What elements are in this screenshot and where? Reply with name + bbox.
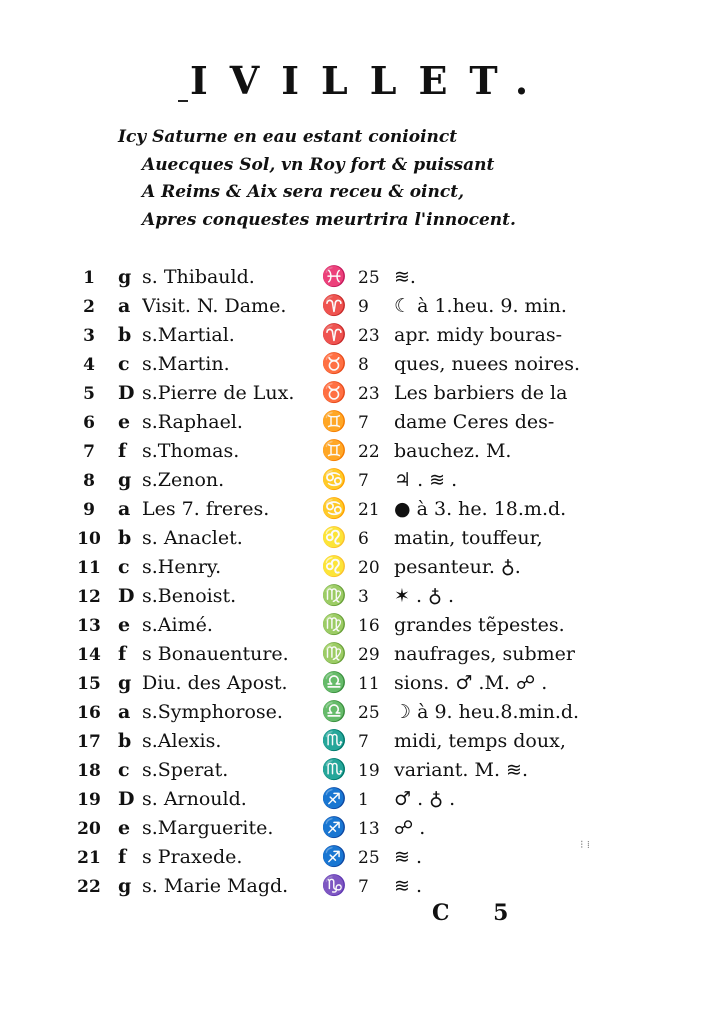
calendar-row bbox=[0, 291, 712, 320]
dominical-letter: a bbox=[118, 701, 131, 723]
sign-degree: 1 bbox=[358, 790, 369, 810]
weather-note: ✶ . ♁ . bbox=[394, 585, 455, 607]
zodiac-sign: ♌ bbox=[321, 525, 347, 549]
verse-line: A Reims & Aix sera receu & oinct, bbox=[142, 182, 464, 202]
saint-name: s.Symphorose. bbox=[142, 701, 283, 723]
day-number: 13 bbox=[77, 616, 101, 636]
dominical-letter: a bbox=[118, 295, 131, 317]
margin-mark: ⁝ ⁞ bbox=[579, 838, 590, 851]
saint-name: s.Marguerite. bbox=[142, 817, 274, 839]
weather-note: ♂ . ♁ . bbox=[394, 788, 456, 810]
day-number: 7 bbox=[83, 442, 95, 462]
day-number: 21 bbox=[77, 848, 101, 868]
saint-name: s. Thibauld. bbox=[142, 266, 255, 288]
zodiac-sign: ♋ bbox=[321, 467, 347, 491]
zodiac-sign: ♐ bbox=[321, 815, 347, 839]
weather-note: variant. M. ≋. bbox=[394, 759, 528, 781]
sign-degree: 13 bbox=[358, 819, 380, 839]
weather-note: naufrages, submer bbox=[394, 643, 575, 665]
weather-note: ques, nuees noires. bbox=[394, 353, 581, 375]
sign-degree: 11 bbox=[358, 674, 380, 694]
weather-note: sions. ♂ .M. ☍ . bbox=[394, 672, 548, 694]
calendar-row bbox=[0, 320, 712, 349]
dominical-letter: c bbox=[118, 759, 130, 781]
saint-name: s.Benoist. bbox=[142, 585, 237, 607]
sign-degree: 7 bbox=[358, 471, 369, 491]
zodiac-sign: ♐ bbox=[321, 786, 347, 810]
zodiac-sign: ♓ bbox=[321, 264, 347, 288]
saint-name: Les 7. freres. bbox=[142, 498, 270, 520]
weather-note: ● à 3. he. 18.m.d. bbox=[394, 498, 567, 520]
day-number: 18 bbox=[77, 761, 101, 781]
weather-note: bauchez. M. bbox=[394, 440, 512, 462]
saint-name: s.Martial. bbox=[142, 324, 235, 346]
calendar-row bbox=[0, 813, 712, 842]
dominical-letter: e bbox=[118, 817, 131, 839]
day-number: 17 bbox=[77, 732, 101, 752]
zodiac-sign: ♍ bbox=[321, 583, 347, 607]
zodiac-sign: ♏ bbox=[321, 757, 347, 781]
dominical-letter: e bbox=[118, 614, 131, 636]
day-number: 5 bbox=[83, 384, 95, 404]
zodiac-sign: ♉ bbox=[321, 380, 347, 404]
sign-degree: 25 bbox=[358, 848, 380, 868]
calendar-row bbox=[0, 755, 712, 784]
verse-line: Icy Saturne en eau estant conioinct bbox=[118, 127, 458, 147]
day-number: 4 bbox=[83, 355, 95, 375]
day-number: 12 bbox=[77, 587, 101, 607]
day-number: 16 bbox=[77, 703, 101, 723]
day-number: 2 bbox=[83, 297, 95, 317]
calendar-row bbox=[0, 378, 712, 407]
sign-degree: 7 bbox=[358, 413, 369, 433]
day-number: 15 bbox=[77, 674, 101, 694]
sign-degree: 25 bbox=[358, 703, 380, 723]
calendar-row bbox=[0, 697, 712, 726]
weather-note: Les barbiers de la bbox=[394, 382, 568, 404]
saint-name: s.Zenon. bbox=[142, 469, 225, 491]
zodiac-sign: ♍ bbox=[321, 641, 347, 665]
calendar-row bbox=[0, 436, 712, 465]
verse-line: Apres conquestes meurtrira l'innocent. bbox=[142, 209, 516, 230]
zodiac-sign: ♋ bbox=[321, 496, 347, 520]
weather-note: grandes tẽpestes. bbox=[394, 614, 565, 636]
weather-note: ☾ à 1.heu. 9. min. bbox=[394, 295, 567, 317]
saint-name: s. Arnould. bbox=[142, 788, 247, 810]
sign-degree: 7 bbox=[358, 732, 369, 752]
saint-name: s.Sperat. bbox=[142, 759, 229, 781]
dominical-letter: b bbox=[118, 527, 132, 549]
calendar-row bbox=[0, 726, 712, 755]
zodiac-sign: ♈ bbox=[321, 293, 347, 317]
calendar-row bbox=[0, 871, 712, 900]
saint-name: s Bonauenture. bbox=[142, 643, 289, 665]
sign-degree: 9 bbox=[358, 297, 369, 317]
weather-note: ☍ . bbox=[394, 817, 426, 839]
sign-degree: 21 bbox=[358, 500, 380, 520]
dominical-letter: g bbox=[118, 875, 132, 897]
calendar-row bbox=[0, 407, 712, 436]
signature-mark: C 5 bbox=[432, 900, 527, 926]
weather-note: ≋ . bbox=[394, 846, 422, 868]
day-number: 11 bbox=[77, 558, 101, 578]
weather-note: pesanteur. ♁. bbox=[394, 556, 521, 578]
zodiac-sign: ♉ bbox=[321, 351, 347, 375]
day-number: 22 bbox=[77, 877, 101, 897]
calendar-row bbox=[0, 784, 712, 813]
dominical-letter: g bbox=[118, 469, 132, 491]
zodiac-sign: ♊ bbox=[321, 409, 347, 433]
zodiac-sign: ♏ bbox=[321, 728, 347, 752]
day-number: 6 bbox=[83, 413, 95, 433]
saint-name: s.Henry. bbox=[142, 556, 222, 578]
day-number: 9 bbox=[83, 500, 95, 520]
calendar-row bbox=[0, 842, 712, 871]
calendar-row bbox=[0, 262, 712, 291]
day-number: 14 bbox=[77, 645, 101, 665]
sign-degree: 23 bbox=[358, 326, 380, 346]
dominical-letter: g bbox=[118, 672, 132, 694]
saint-name: s.Martin. bbox=[142, 353, 230, 375]
weather-note: ☽ à 9. heu.8.min.d. bbox=[394, 701, 580, 723]
dominical-letter: c bbox=[118, 353, 130, 375]
zodiac-sign: ♐ bbox=[321, 844, 347, 868]
saint-name: s. Anaclet. bbox=[142, 527, 243, 549]
dominical-letter: g bbox=[118, 266, 132, 288]
sign-degree: 29 bbox=[358, 645, 380, 665]
ornament-dash bbox=[178, 100, 188, 102]
sign-degree: 23 bbox=[358, 384, 380, 404]
day-number: 20 bbox=[77, 819, 101, 839]
sign-degree: 8 bbox=[358, 355, 369, 375]
sign-degree: 19 bbox=[358, 761, 380, 781]
saint-name: s.Pierre de Lux. bbox=[142, 382, 295, 404]
dominical-letter: D bbox=[118, 382, 135, 404]
sign-degree: 3 bbox=[358, 587, 369, 607]
dominical-letter: D bbox=[118, 585, 135, 607]
calendar-row bbox=[0, 552, 712, 581]
dominical-letter: f bbox=[118, 440, 127, 462]
day-number: 8 bbox=[83, 471, 95, 491]
dominical-letter: a bbox=[118, 498, 131, 520]
sign-degree: 25 bbox=[358, 268, 380, 288]
sign-degree: 6 bbox=[358, 529, 369, 549]
zodiac-sign: ♊ bbox=[321, 438, 347, 462]
weather-note: ♃ . ≋ . bbox=[394, 469, 458, 491]
sign-degree: 20 bbox=[358, 558, 380, 578]
saint-name: s.Alexis. bbox=[142, 730, 222, 752]
prophecy-verse bbox=[118, 124, 598, 234]
weather-note: ≋ . bbox=[394, 875, 422, 897]
dominical-letter: f bbox=[118, 846, 127, 868]
dominical-letter: b bbox=[118, 324, 132, 346]
day-number: 19 bbox=[77, 790, 101, 810]
day-number: 10 bbox=[77, 529, 101, 549]
zodiac-sign: ♑ bbox=[321, 873, 347, 897]
day-number: 1 bbox=[83, 268, 95, 288]
sign-degree: 22 bbox=[358, 442, 380, 462]
calendar-row bbox=[0, 581, 712, 610]
calendar-row bbox=[0, 349, 712, 378]
weather-note: dame Ceres des- bbox=[394, 411, 555, 433]
day-number: 3 bbox=[83, 326, 95, 346]
saint-name: s.Raphael. bbox=[142, 411, 243, 433]
dominical-letter: b bbox=[118, 730, 132, 752]
dominical-letter: D bbox=[118, 788, 135, 810]
calendar-row bbox=[0, 465, 712, 494]
saint-name: s.Aimé. bbox=[142, 614, 213, 636]
saint-name: Visit. N. Dame. bbox=[142, 295, 287, 317]
weather-note: ≋. bbox=[394, 266, 416, 288]
zodiac-sign: ♎ bbox=[321, 699, 347, 723]
weather-note: midi, temps doux, bbox=[394, 730, 566, 752]
verse-line: Auecques Sol, vn Roy fort & puissant bbox=[142, 154, 495, 175]
saint-name: s Praxede. bbox=[142, 846, 243, 868]
zodiac-sign: ♎ bbox=[321, 670, 347, 694]
sign-degree: 7 bbox=[358, 877, 369, 897]
calendar-row bbox=[0, 668, 712, 697]
sign-degree: 16 bbox=[358, 616, 380, 636]
dominical-letter: f bbox=[118, 643, 127, 665]
zodiac-sign: ♌ bbox=[321, 554, 347, 578]
weather-note: matin, touffeur, bbox=[394, 527, 543, 549]
saint-name: s.Thomas. bbox=[142, 440, 240, 462]
calendar-row bbox=[0, 639, 712, 668]
month-title: IVILLET. bbox=[190, 58, 551, 103]
dominical-letter: c bbox=[118, 556, 130, 578]
calendar-row bbox=[0, 610, 712, 639]
saint-name: s. Marie Magd. bbox=[142, 875, 289, 897]
calendar-row bbox=[0, 494, 712, 523]
saint-name: Diu. des Apost. bbox=[142, 672, 288, 694]
dominical-letter: e bbox=[118, 411, 131, 433]
weather-note: apr. midy bouras- bbox=[394, 324, 563, 346]
zodiac-sign: ♈ bbox=[321, 322, 347, 346]
calendar-row bbox=[0, 523, 712, 552]
zodiac-sign: ♍ bbox=[321, 612, 347, 636]
